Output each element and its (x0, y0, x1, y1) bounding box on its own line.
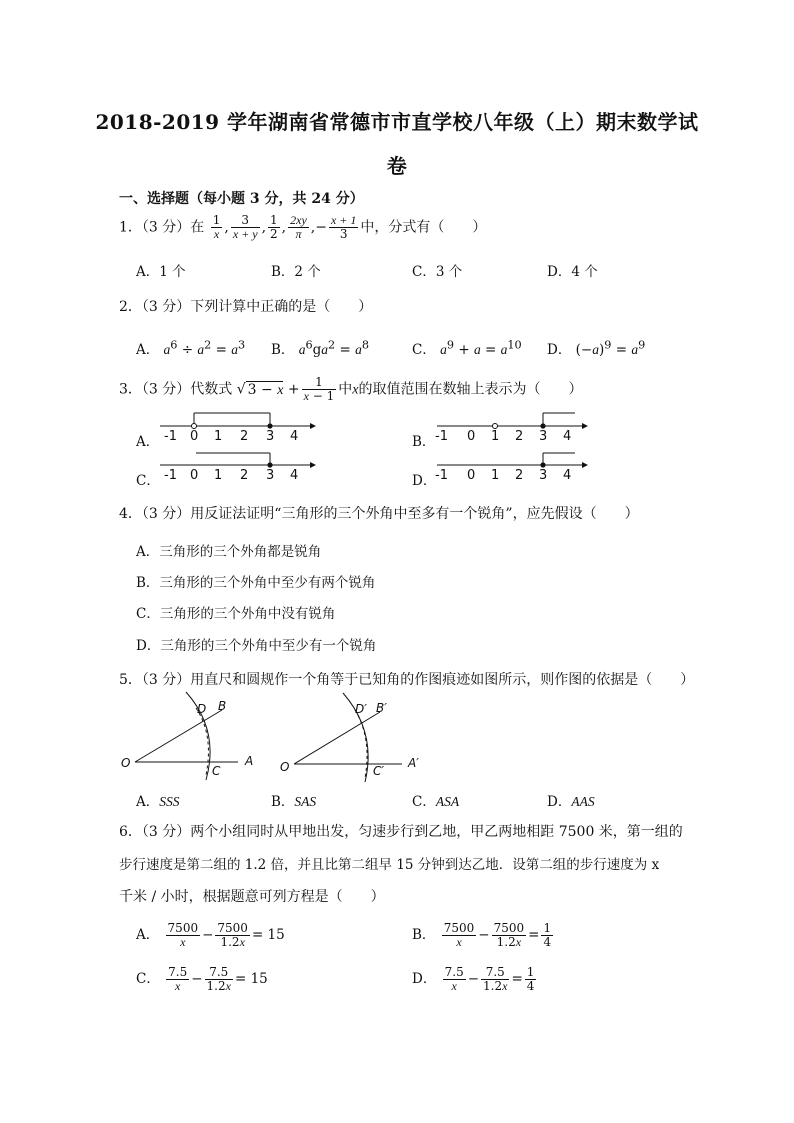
q3-option-b[interactable]: B． (412, 434, 436, 450)
question-1: 1．（3 分）在 $\frac{1}{x}$ , $\frac{3}{x + y}$ , $\frac{1}{2}$ , $\frac{2xy}{\pi}$ ,− $\frac{x + 1}{3}$ 中，分式有（ ） (119, 213, 487, 241)
svg-text:3: 3 (539, 429, 548, 444)
q2-option-d[interactable]: D． $(-a)^9 = a^9$ (547, 338, 646, 358)
number-line-c (160, 453, 316, 483)
q4-option-a[interactable]: A．三角形的三个外角都是锐角 (136, 544, 322, 560)
q3-option-c[interactable]: C． (136, 473, 160, 489)
svg-text:4: 4 (563, 429, 572, 444)
svg-text:1: 1 (214, 429, 223, 444)
q3-option-a[interactable]: A． (136, 434, 160, 450)
q2-option-a[interactable]: A． $a^6 \div a^2 = a^3$ (136, 338, 246, 358)
question-2: 2．（3 分）下列计算中正确的是（ ） (119, 299, 373, 315)
number-line-d (435, 453, 588, 483)
q6-option-c[interactable]: C． $\frac{7.5}{x}$ − $\frac{7.5}{1.2x}$ = 15 (136, 965, 268, 993)
fig1-label-o: O (121, 756, 131, 770)
q5-option-c[interactable]: C．ASA (412, 794, 460, 810)
q4-option-c[interactable]: C．三角形的三个外角中没有锐角 (136, 606, 336, 622)
svg-text:0: 0 (190, 429, 199, 444)
number-line-a (160, 413, 316, 444)
question-4: 4．（3 分）用反证法证明“三角形的三个外角中至多有一个锐角”，应先假设（ ） (119, 506, 639, 522)
number-line-b (435, 413, 588, 444)
q6-option-d[interactable]: D． $\frac{7.5}{x}$ − $\frac{7.5}{1.2x}$ = $\frac{1}{4}$ (412, 965, 535, 993)
q1-option-a[interactable]: A．1 个 (136, 264, 186, 280)
svg-text:4: 4 (290, 468, 299, 483)
svg-text:3: 3 (539, 468, 548, 483)
svg-text:3: 3 (266, 429, 275, 444)
svg-text:0: 0 (190, 468, 199, 483)
q2-option-c[interactable]: C． $a^9 + a = a^{10}$ (412, 338, 522, 358)
q4-option-b[interactable]: B．三角形的三个外角中至少有两个锐角 (136, 575, 376, 591)
svg-text:1: 1 (491, 429, 500, 444)
svg-text:2: 2 (515, 468, 524, 483)
svg-text:-1: -1 (435, 468, 448, 483)
question-6-line-1: 6．（3 分）两个小组同时从甲地出发，匀速步行到乙地，甲乙两地相距 7500 米，第一组的 (119, 824, 683, 840)
q3-option-d[interactable]: D． (412, 473, 437, 489)
question-6-line-3: 千米 / 小时，根据题意可列方程是（ ） (119, 889, 385, 905)
q2-option-b[interactable]: B． $a^6ga^2 = a^8$ (271, 338, 370, 358)
question-6-line-2: 步行速度是第二组的 1.2 倍，并且比第二组早 15 分钟到达乙地．设第二组的步行速度为 x (119, 857, 660, 873)
q5-option-d[interactable]: D．AAS (547, 794, 595, 810)
svg-text:4: 4 (563, 468, 572, 483)
q5-option-a[interactable]: A．SSS (136, 794, 180, 810)
fig1-label-c: C (212, 764, 221, 778)
svg-text:1: 1 (214, 468, 223, 483)
q5-option-b[interactable]: B．SAS (271, 794, 317, 810)
svg-text:4: 4 (290, 429, 299, 444)
svg-text:0: 0 (467, 429, 476, 444)
q6-option-a[interactable]: A． $\frac{7500}{x}$ − $\frac{7500}{1.2x}$ = 15 (136, 921, 285, 949)
fig2-label-a: A′ (408, 756, 419, 770)
title-line-2: 卷 (386, 154, 408, 178)
fig1-label-d: D (197, 702, 207, 716)
fig2-label-c: C′ (373, 764, 385, 778)
section-heading: 一、选择题（每小题 3 分，共 24 分） (119, 191, 364, 207)
fig2-label-b: B′ (376, 701, 387, 715)
svg-text:1: 1 (491, 468, 500, 483)
svg-text:0: 0 (467, 468, 476, 483)
q1-option-d[interactable]: D．4 个 (547, 264, 598, 280)
svg-text:-1: -1 (164, 429, 177, 444)
q4-option-d[interactable]: D．三角形的三个外角中至少有一个锐角 (136, 638, 377, 654)
q1-option-c[interactable]: C．3 个 (412, 264, 463, 280)
svg-text:2: 2 (240, 468, 249, 483)
fig2-label-o: O (280, 760, 290, 774)
svg-text:2: 2 (515, 429, 524, 444)
svg-text:-1: -1 (164, 468, 177, 483)
svg-text:3: 3 (266, 468, 275, 483)
svg-text:-1: -1 (435, 429, 448, 444)
svg-text:2: 2 (240, 429, 249, 444)
q1-option-b[interactable]: B．2 个 (271, 264, 321, 280)
title-line-1: 2018-2019 学年湖南省常德市市直学校八年级（上）期末数学试 (95, 110, 699, 134)
q6-option-b[interactable]: B． $\frac{7500}{x}$ − $\frac{7500}{1.2x}$ = $\frac{1}{4}$ (412, 921, 552, 949)
fig1-label-b: B (218, 699, 227, 713)
question-3: 3．（3 分）代数式 √ 3 − x + $\frac{1}{x - 1}$ 中x的取值范围在数轴上表示为（ ） (119, 375, 583, 403)
fig1-label-a: A (245, 754, 254, 768)
question-5: 5．（3 分）用直尺和圆规作一个角等于已知角的作图痕迹如图所示，则作图的依据是（ ） (119, 672, 695, 688)
fig2-label-d: D′ (355, 702, 367, 716)
